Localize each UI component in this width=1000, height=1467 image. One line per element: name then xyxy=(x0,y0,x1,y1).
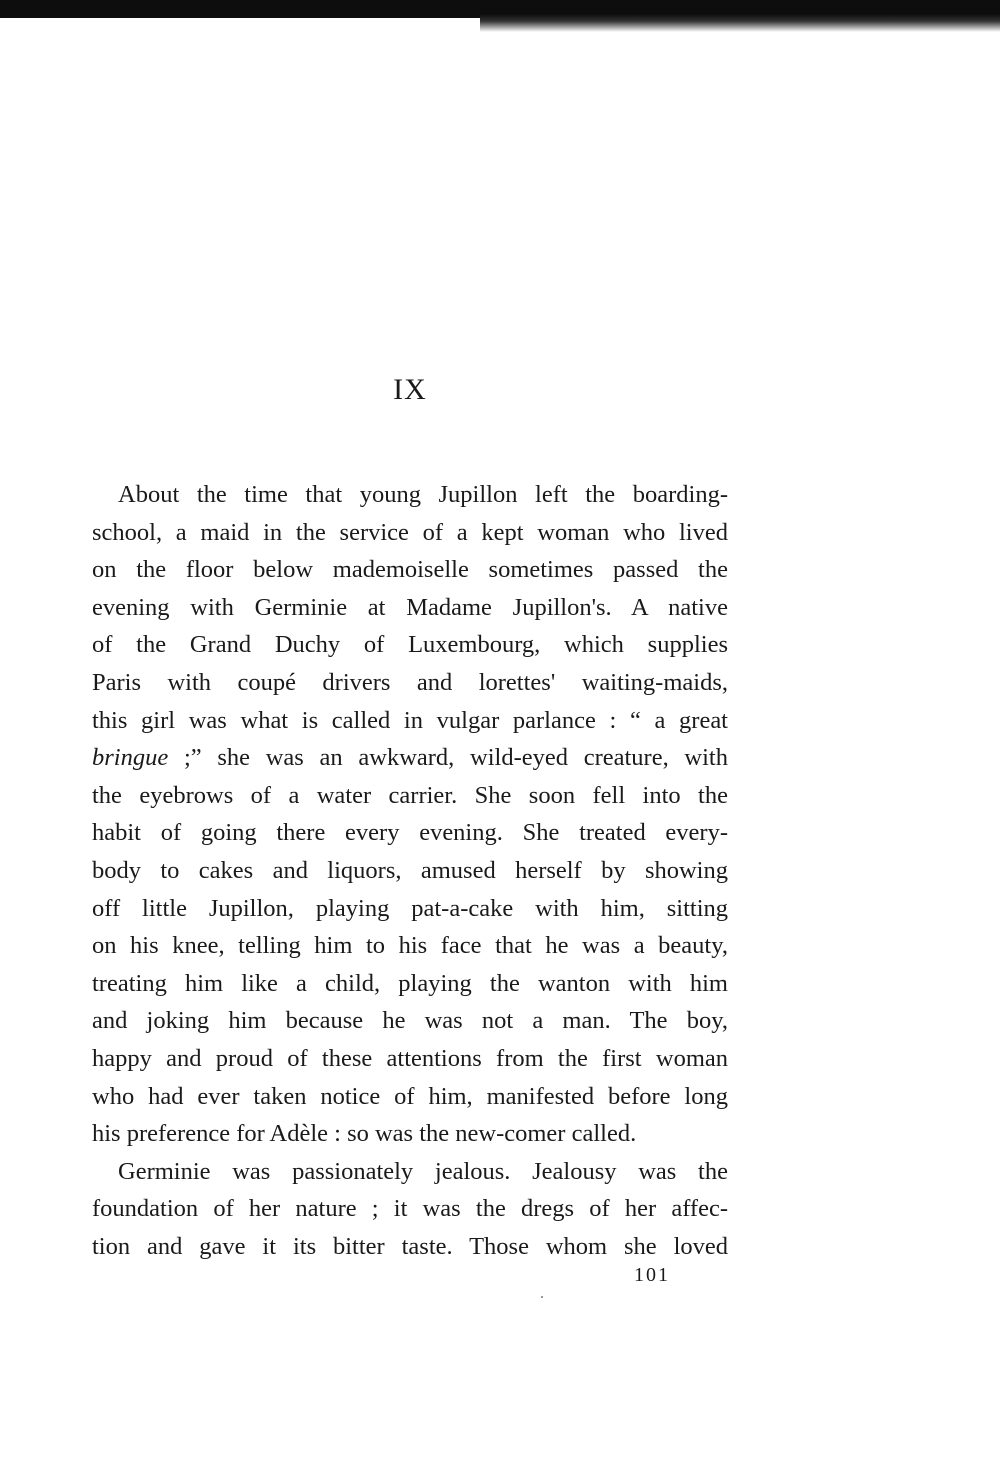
text-line: happy and proud of these attentions from the first woman xyxy=(92,1044,728,1072)
text-line: off little Jupillon, playing pat-a-cake with him, sitting xyxy=(92,894,728,922)
italic-word: bringue xyxy=(92,744,169,772)
text-line: on the floor below mademoiselle sometimes passed the xyxy=(92,556,728,584)
text-line: of the Grand Duchy of Luxembourg, which supplies xyxy=(92,631,728,659)
body-text xyxy=(92,476,728,1265)
text-line: body to cakes and liquors, amused herself by showing xyxy=(92,856,728,884)
paragraph-2 xyxy=(92,1153,728,1266)
scan-top-edge-fade xyxy=(480,14,1000,32)
text-line: About the time that young Jupillon left the boarding- xyxy=(118,481,728,508)
text-line: school, a maid in the service of a kept woman who lived xyxy=(92,518,728,546)
text-line: Paris with coupé drivers and lorettes' waiting-maids, xyxy=(92,668,728,696)
text-line: the eyebrows of a water carrier. She soon fell into the xyxy=(92,781,728,809)
chapter-heading: IX xyxy=(393,373,427,406)
text-line: tion and gave it its bitter taste. Those whom she loved xyxy=(92,1232,728,1260)
paragraph-1 xyxy=(92,476,728,1153)
text-line: who had ever taken notice of him, manifested before long xyxy=(92,1082,728,1110)
text-line-italic-start: bringue ;” she was an awkward, wild-eyed creature, with xyxy=(92,744,728,772)
text-line: and joking him because he was not a man. The boy, xyxy=(92,1007,728,1035)
text-line: on his knee, telling him to his face that he was a beauty, xyxy=(92,932,728,960)
text-line: this girl was what is called in vulgar parlance : “ a great xyxy=(92,706,728,734)
text-line: evening with Germinie at Madame Jupillon's. A native xyxy=(92,593,728,621)
page-number: 101 xyxy=(634,1264,670,1286)
text-line: treating him like a child, playing the wanton with him xyxy=(92,969,728,997)
text-line: habit of going there every evening. She treated every- xyxy=(92,819,728,847)
text-line: foundation of her nature ; it was the dregs of her affec- xyxy=(92,1195,728,1223)
text-line: Germinie was passionately jealous. Jealousy was the xyxy=(118,1157,728,1185)
text-line: his preference for Adèle : so was the new-comer called. xyxy=(92,1120,637,1148)
scan-speck xyxy=(541,1296,543,1298)
